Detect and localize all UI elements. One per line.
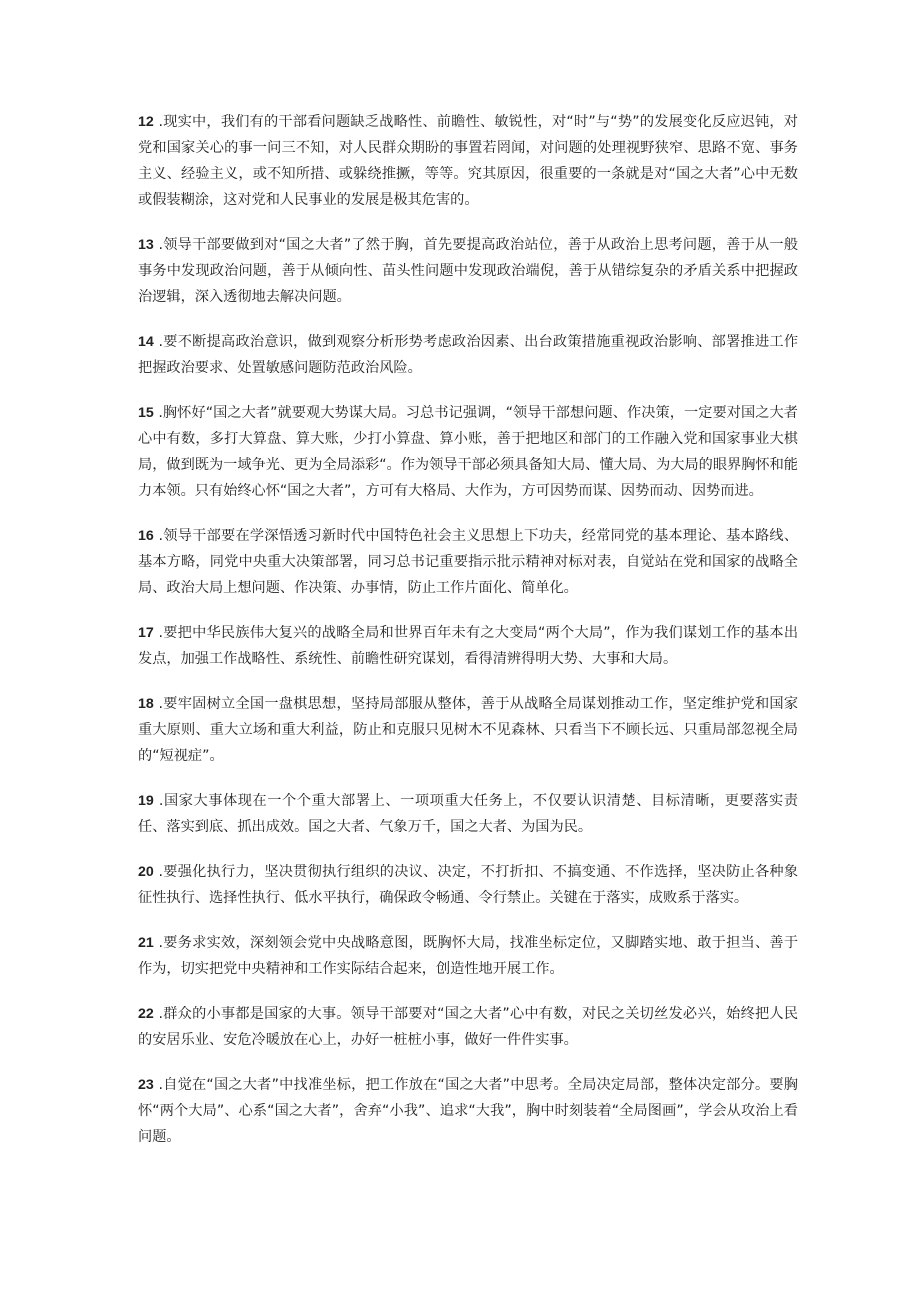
- paragraph-text: .要强化执行力，坚决贯彻执行组织的决议、决定，不打折扣、不搞变通、不作选择，坚决防止各种象征性执行、选择性执行、低水平执行，确保政令畅通、令行禁止。关键在于落实，成败系于落实。: [138, 864, 799, 906]
- paragraph-number: 20: [138, 864, 154, 880]
- paragraph-text: .要牢固树立全国一盘棋思想，坚持局部服从整体，善于从战略全局谋划推动工作，坚定维护党和国家重大原则、重大立场和重大利益，防止和克服只见树木不见森林、只看当下不顾长远、只重局部忽视全局的“短视症”。: [138, 696, 799, 764]
- paragraph-text: .要不断提高政治意识，做到观察分析形势考虑政治因素、出台政策措施重视政治影响、部署推进工作把握政治要求、处置敏感问题防范政治风险。: [138, 334, 799, 376]
- paragraph-text: .现实中，我们有的干部看问题缺乏战略性、前瞻性、敏锐性，对“时”与“势”的发展变化反应迟钝，对党和国家关心的事一问三不知，对人民群众期盼的事置若罔闻，对问题的处理视野狭窄、思路不宽、事务主义、经验主义，或不知所措、或躲绕推撅，等等。究其原因，很重要的一条就是对“国之大者”心中无数或假装糊涂，这对党和人民事业的发展是极其危害的。: [138, 114, 798, 208]
- paragraph-13: [138, 232, 798, 310]
- paragraph-23: [138, 1072, 798, 1150]
- paragraph-text: .要把中华民族伟大复兴的战略全局和世界百年未有之大变局“两个大局”，作为我们谋划工作的基本出发点，加强工作战略性、系统性、前瞻性研究谋划，看得清辨得明大势、大事和大局。: [138, 625, 799, 667]
- paragraph-21: [138, 930, 798, 982]
- paragraph-number: 22: [138, 1006, 154, 1022]
- paragraph-19: [138, 788, 798, 840]
- paragraph-20: [138, 859, 798, 911]
- paragraph-number: 16: [138, 528, 154, 544]
- paragraph-text: .领导干部要在学深悟透习新时代中国特色社会主义思想上下功夫，经常同党的基本理论、基本路线、基本方略，同党中央重大决策部署，同习总书记重要指示批示精神对标对表，自觉站在党和国家的战略全局、政治大局上想问题、作决策、办事情，防止工作片面化、简单化。: [138, 528, 799, 596]
- paragraph-12: [138, 109, 798, 213]
- paragraph-number: 21: [138, 935, 154, 951]
- paragraph-15: [138, 400, 798, 504]
- paragraph-22: [138, 1001, 798, 1053]
- paragraph-16: [138, 523, 798, 601]
- paragraph-text: .胸怀好“国之大者”就要观大势谋大局。习总书记强调，“领导干部想问题、作决策，一定要对国之大者心中有数，多打大算盘、算大账，少打小算盘、算小账，善于把地区和部门的工作融入党和国家事业大棋局，做到既为一域争光、更为全局添彩“。作为领导干部必须具备知大局、懂大局、为大局的眼界胸怀和能力本领。只有始终心怀“国之大者”，方可有大格局、大作为，方可因势而谋、因势而动、因势而进。: [138, 405, 798, 499]
- paragraph-number: 14: [138, 334, 154, 350]
- document-body: [138, 109, 798, 1169]
- paragraph-number: 15: [138, 405, 154, 421]
- paragraph-number: 12: [138, 114, 154, 130]
- paragraph-number: 19: [138, 793, 154, 809]
- paragraph-17: [138, 620, 798, 672]
- paragraph-text: .要务求实效，深刻领会党中央战略意图，既胸怀大局，找准坐标定位，又脚踏实地、敢于担当、善于作为，切实把党中央精神和工作实际结合起来，创造性地开展工作。: [138, 935, 799, 977]
- paragraph-number: 23: [138, 1077, 154, 1093]
- paragraph-text: .自觉在“国之大者”中找准坐标，把工作放在“国之大者”中思考。全局决定局部，整体决定部分。要胸怀“两个大局”、心系“国之大者”，舍弃“小我”、追求“大我”，胸中时刻装着“全局图画”，学会从攻治上看问题。: [138, 1077, 798, 1145]
- paragraph-number: 17: [138, 625, 154, 641]
- paragraph-18: [138, 691, 798, 769]
- paragraph-text: .领导干部要做到对“国之大者”了然于胸，首先要提高政治站位，善于从政治上思考问题，善于从一般事务中发现政治问题，善于从倾向性、苗头性问题中发现政治端倪，善于从错综复杂的矛盾关系中把握政治逻辑，深入透彻地去解决问题。: [138, 237, 799, 305]
- paragraph-14: [138, 329, 798, 381]
- paragraph-number: 13: [138, 237, 154, 253]
- paragraph-number: 18: [138, 696, 154, 712]
- paragraph-text: .群众的小事都是国家的大事。领导干部要对“国之大者”心中有数，对民之关切丝发必兴，始终把人民的安居乐业、安危冷暖放在心上，办好一桩桩小事，做好一件件实事。: [138, 1006, 799, 1048]
- paragraph-text: .国家大事体现在一个个重大部署上、一项项重大任务上，不仅要认识清楚、目标清晰，更要落实责任、落实到底、抓出成效。国之大者、气象万千，国之大者、为国为民。: [138, 793, 799, 835]
